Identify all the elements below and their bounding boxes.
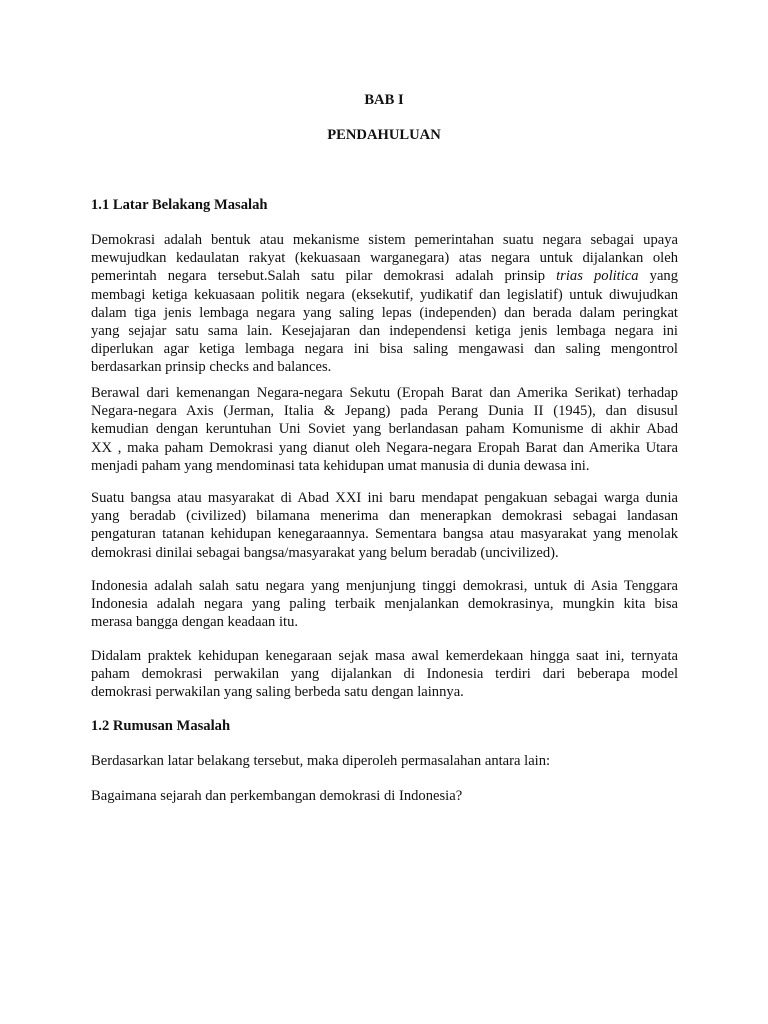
text-fragment: pemerintah negara tersebut.Salah satu pilar demokrasi adalah prinsip	[91, 268, 546, 285]
text-fragment: yang	[649, 268, 679, 285]
paragraph-problem-question	[91, 787, 678, 805]
text-line: Didalam praktek kehidupan kenegaraan sejak masa awal kemerdekaan hingga saat ini, ternyata	[91, 648, 678, 664]
text-line: mewujudkan kedaulatan rakyat (kekuasaan warganegara) atas negara untuk dijalankan oleh	[91, 250, 678, 267]
text-line: kemudian dengan keruntuhan Uni Soviet yang berlandasan paham Komunisme di akhir Abad	[91, 421, 678, 438]
text-line: Indonesia adalah salah satu negara yang menjunjung tinggi demokrasi, untuk di Asia Tenggara	[91, 578, 678, 594]
text-line: Indonesia adalah negara yang paling terbaik menjalankan demokrasinya, mungkin kita bisa	[91, 596, 678, 613]
text-line: Demokrasi adalah bentuk atau mekanisme sistem pemerintahan suatu negara sebagai upaya	[91, 232, 678, 248]
paragraph-democracy-definition	[91, 231, 678, 377]
section-heading-problem: 1.2 Rumusan Masalah	[91, 718, 231, 734]
chapter-number: BAB I	[364, 92, 404, 108]
paragraph-problem-intro	[91, 752, 678, 770]
paragraph-history	[91, 384, 678, 475]
text-line: demokrasi perwakilan yang saling berbeda satu dengan lainnya.	[91, 684, 464, 701]
text-line: paham demokrasi perwakilan yang dijalankan di Indonesia terdiri dari beberapa model	[91, 666, 678, 683]
chapter-title: PENDAHULUAN	[327, 127, 441, 143]
section-heading-background: 1.1 Latar Belakang Masalah	[91, 197, 268, 213]
text-line: membagi ketiga kekuasaan politik negara (eksekutif, yudikatif dan legislatif) untuk diwujudkan	[91, 286, 678, 303]
text-line: Suatu bangsa atau masyarakat di Abad XXI ini baru mendapat pengakuan sebagai warga dunia	[91, 490, 678, 506]
text-line: Berawal dari kemenangan Negara-negara Sekutu (Eropah Barat dan Amerika Serikat) terhadap	[91, 385, 678, 401]
text-line: XX , maka paham Demokrasi yang dianut oleh Negara-negara Eropah Barat dan Amerika Utara	[91, 439, 678, 456]
italic-term: trias politica	[556, 268, 639, 285]
text-line: menjadi paham yang mendominasi tata kehidupan umat manusia di dunia dewasa ini.	[91, 457, 590, 474]
paragraph-practice	[91, 647, 678, 702]
text-line: merasa bangga dengan keadaan itu.	[91, 614, 299, 631]
text-line: Berdasarkan latar belakang tersebut, maka diperoleh permasalahan antara lain:	[91, 753, 551, 769]
text-line-with-italic	[91, 267, 678, 285]
text-line: pengaturan tatanan kehidupan kenegaraannya. Sementara bangsa atau masyarakat yang menolak	[91, 526, 678, 543]
text-line: Negara-negara Axis (Jerman, Italia & Jepang) pada Perang Dunia II (1945), dan disusul	[91, 403, 678, 420]
text-line: dalam tiga jenis lembaga negara yang saling lepas (independen) dan berada dalam peringkat	[91, 304, 678, 321]
paragraph-civilized	[91, 489, 678, 562]
text-line: Bagaimana sejarah dan perkembangan demokrasi di Indonesia?	[91, 788, 463, 804]
text-line: yang sejajar satu sama lain. Kesejajaran dan independensi ketiga jenis lembaga negara ini	[91, 323, 678, 340]
text-line: diperlukan agar ketiga lembaga negara ini bisa saling mengawasi dan saling mengontrol	[91, 341, 678, 358]
text-line: berdasarkan prinsip checks and balances.	[91, 359, 332, 376]
text-line: yang beradab (civilized) bilamana menerima dan menerapkan demokrasi sebagai landasan	[91, 508, 678, 525]
text-line: demokrasi dinilai sebagai bangsa/masyarakat yang belum beradab (uncivilized).	[91, 544, 559, 561]
paragraph-indonesia	[91, 577, 678, 632]
